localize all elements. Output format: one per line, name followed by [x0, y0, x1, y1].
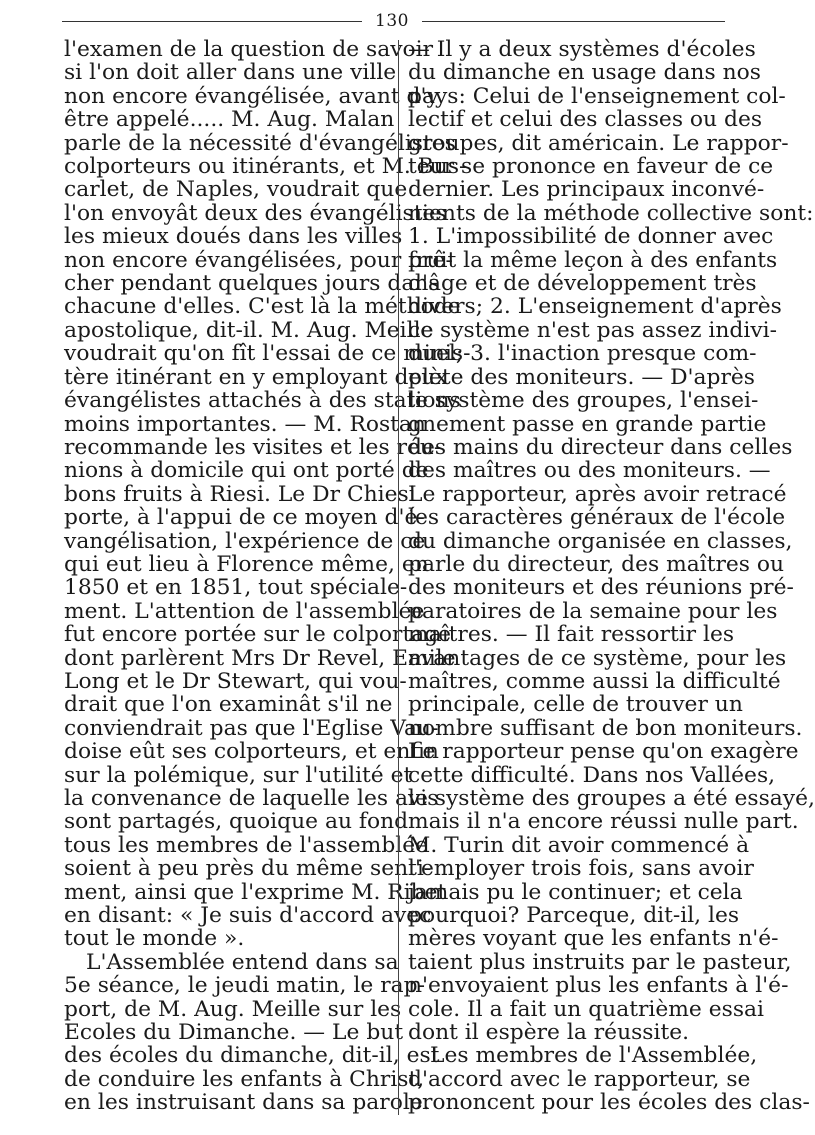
- text-line: prononcent pour les écoles des clas-: [408, 1090, 810, 1116]
- text-line: fut encore portée sur le colportage: [64, 622, 452, 648]
- text-line: Le rapporteur, après avoir retracé: [408, 481, 787, 507]
- text-line: d'âge et de développement très: [408, 271, 757, 297]
- text-line: vangélisation, l'expérience de ce: [64, 528, 426, 554]
- text-line: sont partagés, quoique au fond: [64, 809, 409, 835]
- text-line: de conduire les enfants à Christ,: [64, 1066, 425, 1092]
- text-line: teur se prononce en faveur de ce: [408, 154, 774, 180]
- text-line: des maîtres ou des moniteurs. —: [408, 458, 771, 484]
- text-line: M. Turin dit avoir commencé à: [408, 832, 750, 858]
- text-line: parle du directeur, des maîtres ou: [408, 551, 785, 577]
- text-line: paratoires de la semaine pour les: [408, 598, 778, 624]
- text-line: lectif et celui des classes ou des: [408, 107, 763, 133]
- text-line: sur la polémique, sur l'utilité et: [64, 762, 413, 788]
- text-line: voudrait qu'on fît l'essai de ce minis-: [64, 341, 471, 367]
- text-line: 1850 et en 1851, tout spéciale-: [64, 575, 408, 601]
- text-line: nients de la méthode collective sont:: [408, 200, 814, 226]
- text-line: évangélistes attachés à des stations: [64, 388, 461, 414]
- text-line: en disant: « Je suis d'accord avec: [64, 903, 432, 929]
- text-line: conviendrait pas que l'Eglise Vau-: [64, 715, 439, 741]
- text-line: la convenance de laquelle les avis: [64, 786, 439, 811]
- left-text-column: [64, 37, 471, 1121]
- text-line: non encore évangélisées, pour prê-: [64, 247, 453, 273]
- text-line: plète des moniteurs. — D'après: [408, 364, 755, 390]
- text-line: le système des groupes a été essayé,: [408, 786, 815, 811]
- text-line: jamais pu le continuer; et cela: [408, 879, 743, 905]
- text-line: l'employer trois fois, sans avoir: [408, 856, 754, 882]
- text-line: bons fruits à Riesi. Le Dr Chiesi: [64, 481, 416, 507]
- page-header: [62, 10, 725, 34]
- text-line: cette difficulté. Dans nos Vallées,: [408, 762, 776, 788]
- text-line: 1. L'impossibilité de donner avec: [408, 224, 774, 250]
- text-line: être appelé..... M. Aug. Malan: [64, 107, 395, 133]
- text-line: mais il n'a encore réussi nulle part.: [408, 809, 799, 835]
- text-line: les caractères généraux de l'école: [408, 505, 786, 531]
- text-line: dont il espère la réussite.: [408, 1020, 690, 1046]
- text-line: nions à domicile qui ont porté de: [64, 458, 429, 484]
- text-line: carlet, de Naples, voudrait que: [64, 177, 408, 203]
- text-line: gnement passe en grande partie: [408, 411, 767, 437]
- text-line: ment, ainsi que l'exprime M. Ribet: [64, 879, 447, 905]
- text-line: port, de M. Aug. Meille sur les: [64, 996, 402, 1022]
- text-line: l'examen de la question de savoir: [64, 37, 434, 62]
- text-line: recommande les visites et les réu-: [64, 434, 442, 460]
- text-line: les mieux doués dans les villes: [64, 224, 403, 250]
- text-line: duel; 3. l'inaction presque com-: [408, 341, 757, 367]
- text-line: groupes, dit américain. Le rappor-: [408, 130, 789, 156]
- text-line: L'Assemblée entend dans sa: [86, 949, 399, 975]
- text-line: maîtres. — Il fait ressortir les: [408, 622, 735, 648]
- text-line: drait que l'on examinât s'il ne: [64, 692, 393, 718]
- text-line: 5e séance, le jeudi matin, le rap-: [64, 973, 425, 999]
- text-line: avantages de ce système, pour les: [408, 645, 787, 671]
- text-line: Ecoles du Dimanche. — Le but: [64, 1020, 404, 1046]
- text-line: Long et le Dr Stewart, qui vou-: [64, 668, 407, 694]
- header-rule-left: [62, 21, 362, 22]
- text-line: dont parlèrent Mrs Dr Revel, Emile: [64, 645, 456, 671]
- text-line: du dimanche en usage dans nos: [408, 60, 761, 86]
- text-line: chacune d'elles. C'est là la méthode: [64, 294, 461, 320]
- right-text-column: [408, 37, 815, 1121]
- text-line: — Il y a deux systèmes d'écoles: [408, 37, 756, 62]
- text-line: l'on envoyât deux des évangélistes: [64, 200, 447, 226]
- text-line: pourquoi? Parceque, dit-il, les: [408, 903, 740, 929]
- text-line: mères voyant que les enfants n'é-: [408, 926, 779, 952]
- text-line: d'accord avec le rapporteur, se: [408, 1066, 751, 1092]
- text-line: non encore évangélisée, avant d'y: [64, 83, 439, 109]
- header-rule-right: [422, 21, 725, 22]
- text-line: des écoles du dimanche, dit-il, est: [64, 1043, 440, 1069]
- text-line: moins importantes. — M. Rostan: [64, 411, 426, 437]
- text-line: maîtres, comme aussi la difficulté: [408, 668, 781, 694]
- text-line: du dimanche organisée en classes,: [408, 528, 793, 554]
- text-line: nombre suffisant de bon moniteurs.: [408, 715, 803, 741]
- text-line: tous les membres de l'assemblée: [64, 832, 429, 858]
- text-line: Les membres de l'Assemblée,: [430, 1043, 758, 1069]
- page-number: 130: [375, 11, 409, 31]
- text-line: tère itinérant en y employant deux: [64, 364, 448, 390]
- column-divider: [398, 40, 399, 1115]
- text-line: Le rapporteur pense qu'on exagère: [408, 739, 799, 765]
- text-line: doise eût ses colporteurs, et enfin: [64, 739, 439, 765]
- text-line: n'envoyaient plus les enfants à l'é-: [408, 973, 789, 999]
- text-line: parle de la nécessité d'évangélistes: [64, 130, 456, 156]
- text-line: principale, celle de trouver un: [408, 692, 743, 718]
- text-line: cole. Il a fait un quatrième essai: [408, 996, 764, 1022]
- text-line: cher pendant quelques jours dans: [64, 271, 440, 297]
- text-line: en les instruisant dans sa parole.: [64, 1090, 430, 1116]
- text-line: si l'on doit aller dans une ville: [64, 60, 397, 86]
- text-line: colporteurs ou itinérants, et M. Bus-: [64, 154, 467, 180]
- text-line: qui eut lieu à Florence même, en: [64, 551, 429, 577]
- text-line: ce système n'est pas assez indivi-: [408, 317, 778, 343]
- text-line: pays: Celui de l'enseignement col-: [408, 83, 786, 109]
- text-line: des mains du directeur dans celles: [408, 434, 793, 460]
- text-line: dernier. Les principaux inconvé-: [408, 177, 765, 203]
- text-line: des moniteurs et des réunions pré-: [408, 575, 794, 601]
- text-line: porte, à l'appui de ce moyen d'é-: [64, 505, 425, 531]
- text-line: tout le monde ».: [64, 926, 245, 952]
- text-line: soient à peu près du même senti-: [64, 856, 432, 882]
- text-line: apostolique, dit-il. M. Aug. Meille: [64, 317, 434, 343]
- text-line: ment. L'attention de l'assemblée: [64, 598, 425, 624]
- text-line: divers; 2. L'enseignement d'après: [408, 294, 782, 320]
- text-line: fruit la même leçon à des enfants: [408, 247, 778, 273]
- text-line: le système des groupes, l'ensei-: [408, 388, 759, 414]
- text-line: taient plus instruits par le pasteur,: [408, 949, 792, 975]
